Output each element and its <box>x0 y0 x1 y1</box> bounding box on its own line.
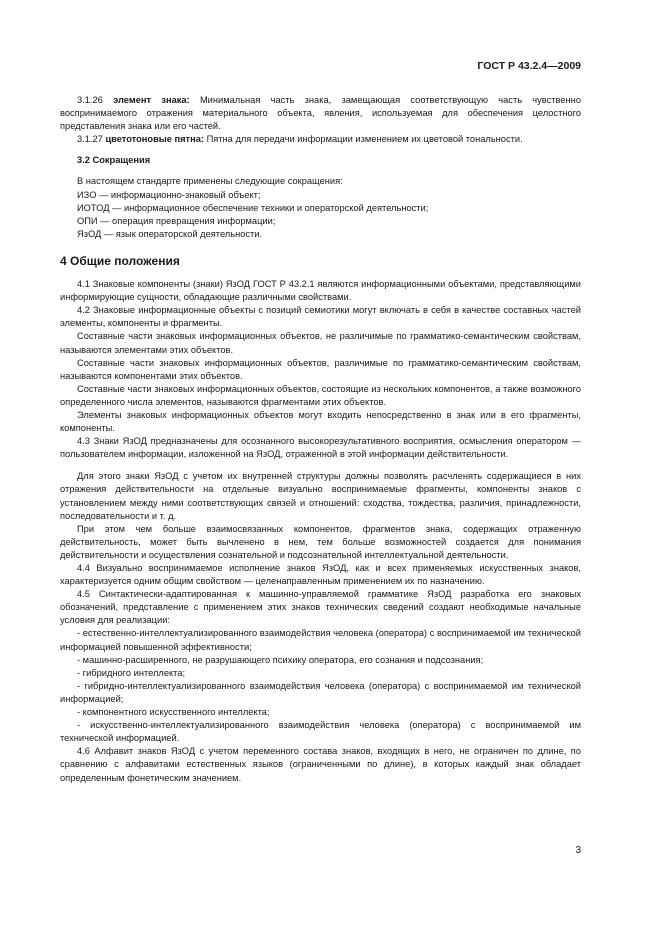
term-text: Пятна для передачи информации изменением их цветовой тональности. <box>206 134 523 145</box>
list-item: - искусственно-интеллектуализированного взаимодействия человека (оператора) с воспринимаемой им технической информацией. <box>60 720 581 744</box>
body-paragraph: Составные части знаковых информационных объектов, не различимые по грамматико-семантическим свойствам, называются элементами этих объектов. <box>60 331 581 355</box>
abbreviation-item: ОПИ — операция превращения информации; <box>77 215 276 226</box>
body-paragraph: 4.6 Алфавит знаков ЯзОД с учетом переменного состава знаков, входящих в него, не ограничен по длине, по сравнению с алфавитами естественных языков (ограниченными по длине), в которых каждый знак обладает определенным фонетическим значением. <box>60 746 581 783</box>
term-text: Минимальная часть знака, замещающая соответствующую часть чувственно воспринимаемого отражения материального объекта, явления, используемая для обеспечения целостного представления знака или его частей. <box>60 95 581 132</box>
body-paragraph: Элементы знаковых информационных объектов могут входить непосредственно в знак или в его фрагменты, компоненты. <box>60 409 581 434</box>
body-paragraph: 4.1 Знаковые компоненты (знаки) ЯзОД ГОСТ Р 43.2.1 являются информационными объектами, представляющими информирующие сущности, обладающие различными свойствами. <box>60 279 581 303</box>
abbreviation-item: ИОТОД — информационное обеспечение техники и операторской деятельности; <box>77 202 429 213</box>
page-number: 3 <box>575 845 581 856</box>
list-item: - машинно-расширенного, не разрушающего психику оператора, его сознания и подсознания; <box>77 654 484 665</box>
list-item: - гибридного интеллекта; <box>77 667 186 678</box>
body-paragraph: Составные части знаковых информационных объектов, различимые по грамматико-семантическим свойствам, называются компонентами этих объектов. <box>60 357 581 381</box>
body-paragraph: Составные части знаковых информационных объектов, состоящие из нескольких компонентов, а также возможного определенного числа элементов, называются фрагментами этих объектов. <box>60 383 581 407</box>
term-number: 3.1.27 <box>77 134 103 145</box>
term-paragraph <box>60 133 581 146</box>
list-item: - гибридно-интеллектуализированного взаимодействия человека (оператора) с воспринимаемой им технической информацией; <box>60 680 581 704</box>
abbreviation-item: ИЗО — информационно-знаковый объект; <box>77 189 261 200</box>
body-paragraph: 4.3 Знаки ЯзОД предназначены для осознанного высокорезультативного восприятия, осмысления оператором — пользователем информации, изложенной на ЯзОД, отраженной в этой информации действительности. <box>60 436 581 460</box>
body-paragraph: 4.5 Синтактически-адаптированная к машинно-управляемой грамматике ЯзОД разработка его знаковых обозначений, представление с применением этих знаков технических сведений создают необходимые начальные условия для реализации: <box>60 589 581 626</box>
section-heading: 4 Общие положения <box>60 253 180 268</box>
term-name: элемент знака: <box>113 95 190 105</box>
body-paragraph: Для этого знаки ЯзОД с учетом их внутренней структуры должны позволять расчленять содержащиеся в них отражения действительности на отдельные визуально воспринимаемые фрагменты, компоненты знаков с установлением между ними соответствующих связей и отношений: сходства, тождества, различия, принадлежности, последовательности и т. д. <box>60 471 581 521</box>
list-item: - компонентного искусственного интеллекта; <box>77 707 270 718</box>
section-heading: 3.2 Сокращения <box>77 155 151 166</box>
body-paragraph: 4.4 Визуально воспринимаемое исполнение знаков ЯзОД, как и всех применяемых искусственных знаков, характеризуется одним общим свойством — целенаправленным применением их по назначению. <box>60 563 581 587</box>
page-content <box>60 94 581 785</box>
section-intro: В настоящем стандарте применены следующие сокращения: <box>77 176 343 187</box>
body-paragraph: 4.2 Знаковые информационные объекты с позиций семиотики могут включать в себя в качестве составных частей элементы, компоненты и фрагменты. <box>60 305 581 329</box>
abbreviation-item: ЯзОД — язык операторской деятельности. <box>77 228 263 239</box>
document-id: ГОСТ Р 43.2.4—2009 <box>477 60 581 72</box>
term-number: 3.1.26 <box>77 95 103 105</box>
body-paragraph: При этом чем больше взаимосвязанных компонентов, фрагментов знака, содержащих отраженную действительность, может быть вычленено в нем, тем больше возможностей создается для понимания действительности и осуществления сознательной и подсознательной интеллектуальной деятельности. <box>60 523 581 560</box>
term-paragraph <box>60 94 581 133</box>
list-item: - естественно-интеллектуализированного взаимодействия человека (оператора) с воспринимаемой им технической информацией повышенной эффективности; <box>60 628 581 652</box>
term-name: цветотоновые пятна: <box>105 134 204 145</box>
